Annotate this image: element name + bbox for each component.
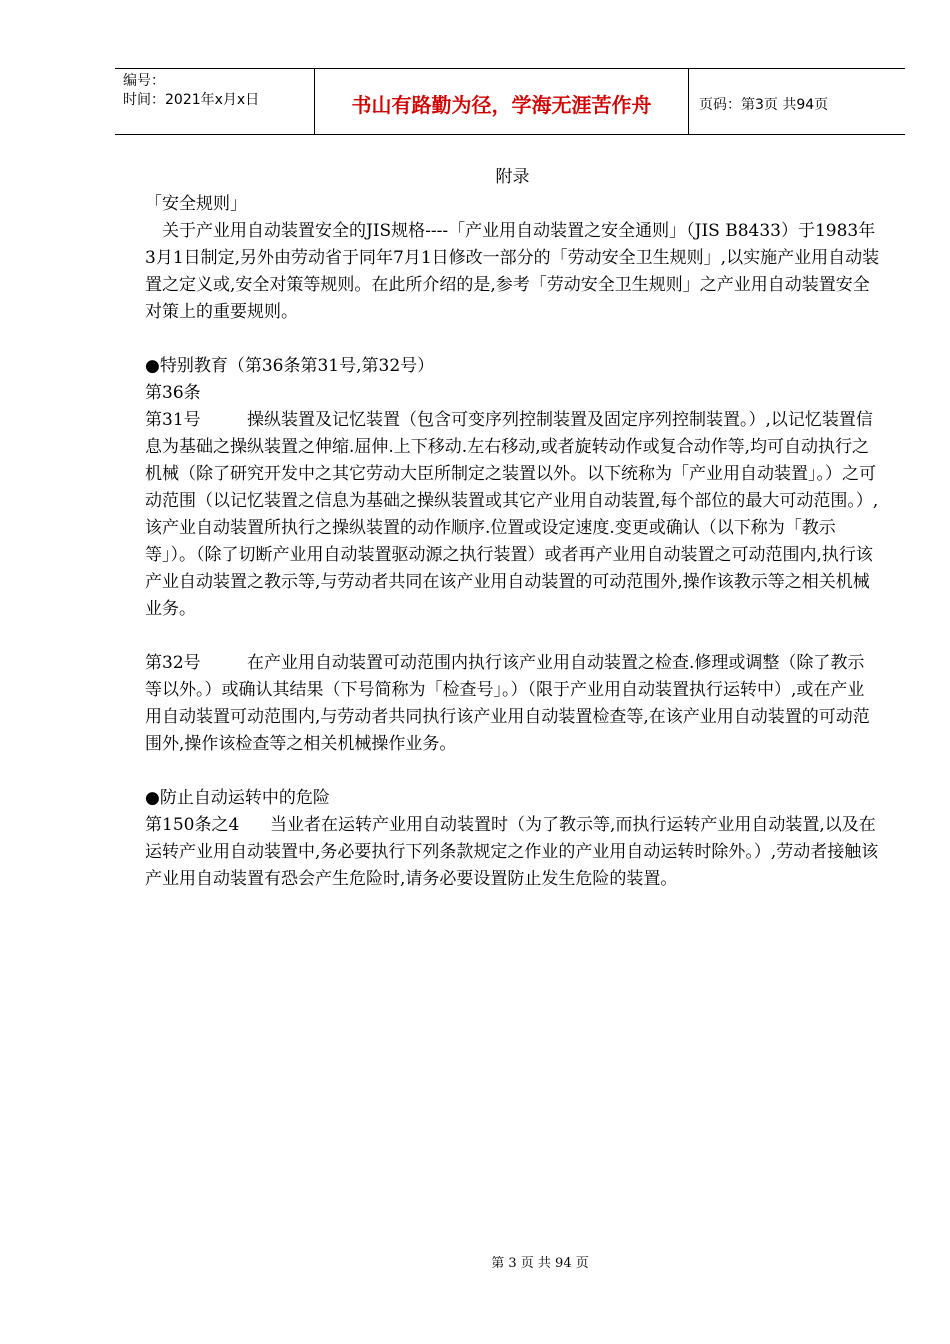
header-meta [115,69,315,134]
article-36-heading: 第36条 [145,383,201,403]
document-time-label: 时间：2021年x月x日 [123,92,260,108]
article-150-text: 当业者在运转产业用自动装置时（为了教示等,而执行运转产业用自动装置,以及在运转产业用自动装置中,务必要执行下列条款规定之作业的产业用自动运转时除外。）,劳动者接触该产业用自动装置有恐会产生危险时,请务必要设置防止发生危险的装置。 [145,815,879,889]
paragraph-gap [145,623,880,650]
page-header [115,68,905,135]
article-150-paragraph [145,812,880,893]
item-32-number: 第32号 [145,653,201,673]
item-31-paragraph [145,407,880,623]
document-number-label: 编号： [123,73,165,89]
item-31-number: 第31号 [145,410,201,430]
paragraph-gap [145,326,880,353]
item-32-text: 在产业用自动装置可动范围内执行该产业用自动装置之检查.修理或调整（除了教示等以外。）或确认其结果（下号简称为「检查号」。）（限于产业用自动装置执行运转中）,或在产业用自动装置可动范围内,与劳动者共同执行该产业用自动装置检查等,在该产业用自动装置的可动范围外,操作该检查等之相关机械操作业务。 [145,653,870,754]
header-page-label: 页码：第3页 共94页 [699,96,829,113]
header-motto: 书山有路勤为径，学海无涯苦作舟 [315,69,689,134]
paragraph-gap [145,758,880,785]
article-150-number: 第150条之4 [145,815,240,835]
item-32-paragraph [145,650,880,758]
intro-paragraph: 关于产业用自动装置安全的JIS规格----「产业用自动装置之安全通则」（JIS B8433）于1983年3月1日制定,另外由劳动省于同年7月1日修改一部分的「劳动安全卫生规则」,以实施产业用自动装置之定义或,安全对策等规则。在此所介绍的是,参考「劳动安全卫生规则」之产业用自动装置安全对策上的重要规则。 [145,221,880,322]
section-heading: 「安全规则」 [145,194,247,214]
bullet-special-education: ●特别教育（第36条第31号,第32号） [145,356,435,376]
document-title: 附录 [495,167,530,187]
item-31-text: 操纵装置及记忆装置（包含可变序列控制装置及固定序列控制装置。）,以记忆装置信息为基础之操纵装置之伸缩.屈伸.上下移动.左右移动,或者旋转动作或复合动作等,均可自动执行之机械（除了研究开发中之其它劳动大臣所制定之装置以外。以下统称为「产业用自动装置」。）之可动范围（以记忆装置之信息为基础之操纵装置或其它产业用自动装置,每个部位的最大可动范围。）,该产业自动装置所执行之操纵装置的动作顺序.位置或设定速度.变更或确认（以下称为「教示等」）。（除了切断产业用自动装置驱动源之执行装置）或者再产业用自动装置之可动范围内,执行该产业自动装置之教示等,与劳动者共同在该产业用自动装置的可动范围外,操作该教示等之相关机械业务。 [145,410,879,619]
document-body [145,164,880,893]
page-footer: 第 3 页 共 94 页 [491,1256,589,1271]
bullet-automatic-operation-danger: ●防止自动运转中的危险 [145,788,330,808]
